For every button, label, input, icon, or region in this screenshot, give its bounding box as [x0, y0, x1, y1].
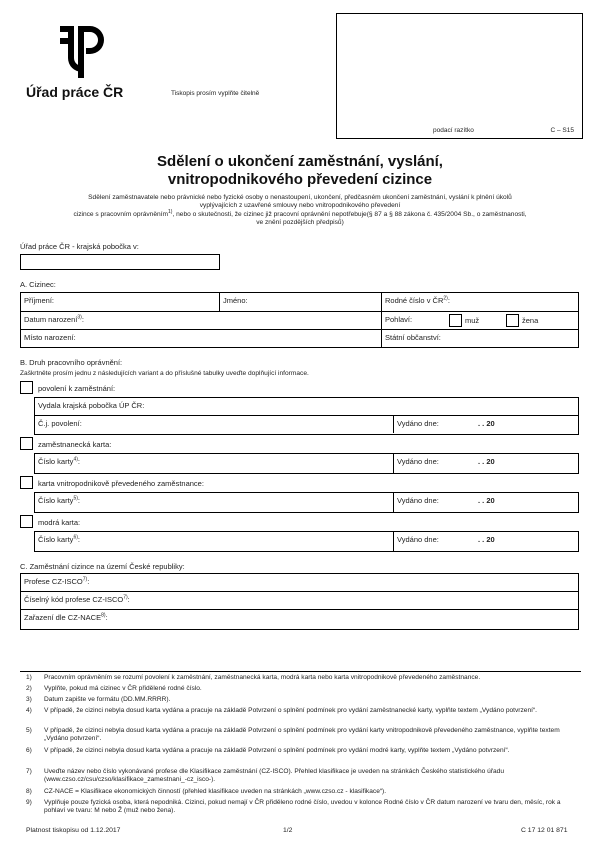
employee-card-label: zaměstnanecká karta:: [38, 440, 112, 449]
stamp-box: [336, 13, 583, 139]
intro-line-4: ve znění pozdějších předpisů): [256, 219, 344, 227]
blue-card-table: [34, 531, 579, 552]
footnotes: 1) Pracovním oprávněním se rozumí povolení k zaměstnání, zaměstnanecká karta, modrá karta nebo karta vnitropodnikově převedeného zaměstnance. 2) Vyplňte, pokud má cizinec v ČR přidělené rodné číslo. 3) Datum zapište ve formátu (DD.MM.RRRR). 4) V případě, že cizinci nebyla dosud karta vydána a pracuje na základě Potvrzení o splnění podmínek pro vydání zaměstnanecké karty, vyplňte textem „Vydáno potvrzení“. 5) V případě, že cizinci nebyla dosud karta vydána a pracuje na základě Potvrzení o splnění podmínek pro vydání karty vnitropodnikově převedeného zaměstnance, vyplňte textem „Vydáno potvrzení“. 6) V případě, že cizinci nebyla dosud karta vydána a pracuje na základě Potvrzení o splnění podmínek pro vydání modré karty, vyplňte textem „Vydáno potvrzení“. 7) Uveďte název nebo číslo vykonávané profese dle Klasifikace zaměstnání (CZ-ISCO). Přehled klasifikace je uveden na stránkách Českého statistického úřadu (www.czso.cz/csu/czso/klasifikace_zamestnani_-cz_isco-). 8) CZ-NACE = Klasifikace ekonomických činností (přehled klasifikace uveden na stránkách „www.czso.cz - klasifikace“). 9) Vyplňuje pouze fyzická osoba, která nepodniká. Cizinci, pokud nemají v ČR přiděleno rodné číslo, uvedou v kolonce Rodné číslo v ČR datum narození ve tvaru den, měsíc, rok a pohlaví ve tvaru: M nebo Ž (muž nebo žena).: [26, 674, 561, 815]
intro-line-3: cizince s pracovním oprávněním$^{1)}$, nebo o skutečnosti, že cizinec již pracovní oprávnění nepotřebuje(§ 87 a § 88 zákona č. 435/2004 Sb., o zaměstnanosti,: [73, 208, 527, 218]
blue-card-number-field[interactable]: Číslo karty$^{6)}$:: [38, 534, 80, 544]
section-a-row-3: [21, 330, 578, 347]
surname-field[interactable]: Příjmení:: [24, 296, 55, 305]
branch-label: Úřad práce ČR - krajská pobočka v:: [20, 242, 139, 251]
permit-ref-field[interactable]: Č.j. povolení:: [38, 419, 82, 428]
document-code: C 17 12 01 871: [521, 827, 568, 834]
birth-number-field[interactable]: Rodné číslo v ČR$^{2)}$:: [381, 293, 578, 311]
employee-card-issued-field[interactable]: Vydáno dne: . . 20: [393, 454, 578, 473]
nace-field[interactable]: Zařazení dle CZ-NACE$^{8)}$:: [24, 612, 108, 622]
validity-text: Platnost tiskopisu od 1.12.2017: [26, 827, 121, 834]
blue-card-label: modrá karta:: [38, 518, 81, 527]
form-code: C – S15: [550, 127, 574, 134]
citizenship-field[interactable]: Státní občanství:: [381, 330, 578, 347]
employee-card-number-field[interactable]: Číslo karty$^{4)}$:: [38, 456, 80, 466]
urad-prace-logo: [56, 24, 114, 80]
section-a-table: [20, 292, 579, 348]
blue-card-checkbox[interactable]: [20, 515, 33, 528]
female-label: žena: [522, 316, 539, 325]
transfer-card-issued-field[interactable]: Vydáno dne: . . 20: [393, 493, 578, 512]
blue-card-issued-field[interactable]: Vydáno dne: . . 20: [393, 532, 578, 551]
issued-by-field[interactable]: Vydala krajská pobočka ÚP ČR:: [38, 401, 145, 410]
section-a-title: A. Cizinec:: [20, 280, 56, 289]
intro-text: [20, 194, 580, 228]
transfer-card-number-field[interactable]: Číslo karty$^{5)}$:: [38, 495, 80, 505]
male-label: muž: [465, 316, 480, 325]
permit-checkbox[interactable]: [20, 381, 33, 394]
section-a-row-2: [21, 312, 578, 330]
transfer-card-table: [34, 492, 579, 513]
permit-table: [34, 397, 579, 435]
section-c-title: C. Zaměstnání cizince na území České republiky:: [20, 562, 185, 571]
intro-line-1: Sdělení zaměstnavatele nebo právnické nebo fyzické osoby o nenastoupení, ukončení, předčasném ukončení zaměstnání, vyslání k plnění úkolů: [88, 194, 512, 201]
section-a-row-1: [21, 293, 578, 312]
stamp-label: podací razítko: [433, 127, 474, 134]
female-checkbox[interactable]: [506, 314, 519, 327]
section-c-table: [20, 573, 579, 630]
employee-card-table: [34, 453, 579, 474]
male-checkbox[interactable]: [449, 314, 462, 327]
profession-field[interactable]: Profese CZ-ISCO$^{7)}$:: [24, 576, 90, 586]
title-line-1: Sdělení o ukončení zaměstnání, vyslání,: [157, 153, 443, 170]
branch-input[interactable]: [20, 254, 220, 270]
fill-hint: Tiskopis prosím vyplňte čitelně: [171, 90, 260, 97]
footnote-divider: [20, 671, 581, 672]
transfer-card-label: karta vnitropodnikově převedeného zaměstnance:: [38, 479, 204, 488]
title-line-2: vnitropodnikového převedení cizince: [167, 171, 433, 188]
permit-label: povolení k zaměstnání:: [38, 384, 116, 393]
birth-date-field[interactable]: Datum narození$^{3)}$:: [24, 314, 84, 324]
profession-code-field[interactable]: Číselný kód profese CZ-ISCO$^{7)}$:: [24, 594, 130, 604]
transfer-card-checkbox[interactable]: [20, 476, 33, 489]
sex-field: Pohlaví:: [381, 312, 578, 329]
firstname-field[interactable]: Jméno:: [219, 293, 401, 311]
section-b-title: B. Druh pracovního oprávnění:: [20, 358, 123, 367]
birth-place-field[interactable]: Místo narození:: [24, 333, 76, 342]
permit-issued-on-field[interactable]: Vydáno dne: . . 20: [393, 416, 578, 433]
employee-card-checkbox[interactable]: [20, 437, 33, 450]
page-title: [0, 153, 600, 189]
intro-line-2: vyplývajících z uzavřené smlouvy nebo vnitropodnikového převedení: [199, 202, 401, 210]
page-number: 1/2: [283, 827, 293, 834]
org-name: Úřad práce ČR: [26, 84, 124, 100]
section-b-instruction: Zaškrtněte prosím jednu z následujících variant a do příslušné tabulky uveďte doplňující informace.: [20, 370, 309, 377]
